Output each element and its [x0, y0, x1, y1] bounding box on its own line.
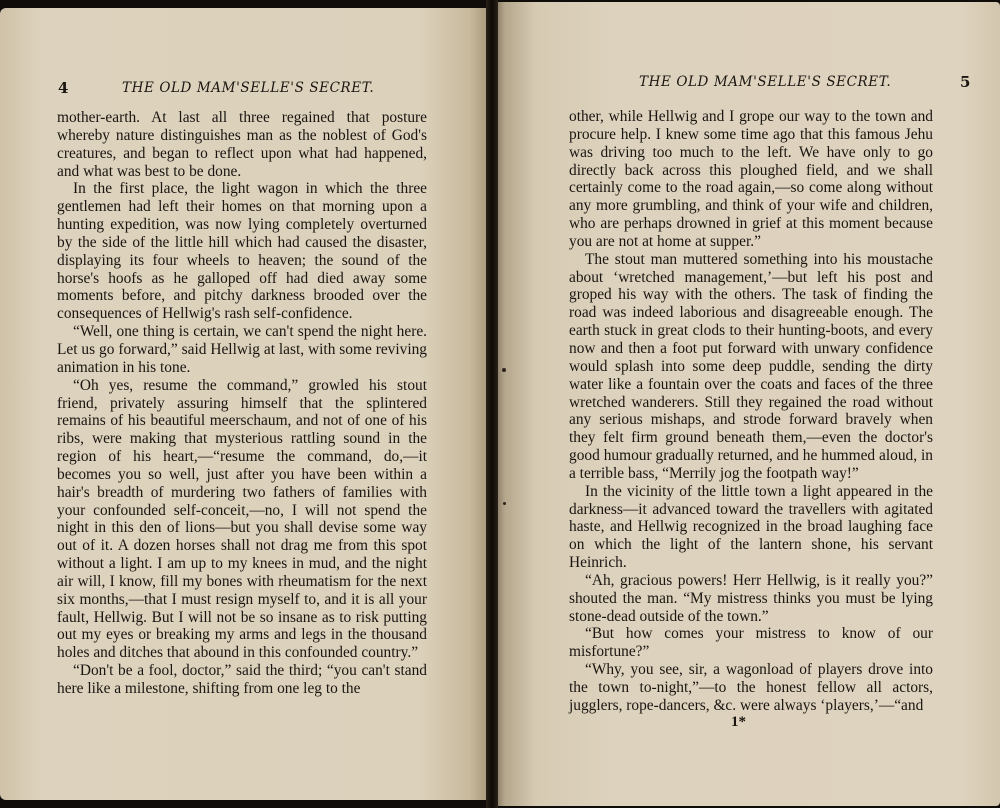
left-running-head [58, 80, 418, 100]
paragraph: “Why, you see, sir, a wagonload of players drove into the town to-night,”—to the honest fellow all actors, jugglers, rope-dancers, &c. were always ‘players,’—“and [569, 661, 933, 714]
left-body-text [57, 109, 427, 698]
paragraph: mother-earth. At last all three regained that posture whereby nature distinguishes man as the noblest of God's creatures, and began to reflect upon what had happened, and what was best to be done. [57, 109, 427, 180]
paragraph: “Oh yes, resume the command,” growled his stout friend, privately assuring himself that the splintered remains of his beautiful meerschaum, and not of one of his ribs, were making that mysterious rattling sound in the region of his heart,—“resume the command, do,—it becomes you so well, just after you have been within a hair's breadth of murdering two fathers of families with your confounded self-conceit,—no, I will not spend the night in this den of lions—but you shall devise some way out of it. A dozen horses shall not drag me from this spot without a light. I am up to my knees in mud, and the night air will, I know, fill my bones with rheumatism for the next six months,—that I must resign myself to, and it is all your fault, Hellwig. But I will not be so insane as to risk putting out my eyes or breaking my arms and legs in the thousand holes and ditches that abound in this confounded country.” [57, 376, 427, 662]
paragraph: The stout man muttered something into his moustache about ‘wretched management,’—but left his post and groped his way with the others. The task of finding the road was indeed laborious and disagreeable enough. The earth stuck in great clods to their hunting-boots, and every now and then a foot put forward with unwary confidence would splash into some deep puddle, sending the dirty water like a fountain over the coats and faces of the three wretched wanderers. Still they regained the road without any serious mishaps, and strode forward bravely when they felt firm ground beneath them,—even the doctor's good humour gradually returned, and he hummed aloud, in a terrible bass, “Merrily jog the footpath way!” [569, 250, 933, 482]
paragraph: “Well, one thing is certain, we can't spend the night here. Let us go forward,” said Hellwig at last, with some reviving animation in his tone. [57, 323, 427, 376]
right-page [491, 2, 1000, 806]
book-gutter [486, 0, 498, 808]
left-page [0, 8, 493, 800]
paragraph: In the first place, the light wagon in which the three gentlemen had left their homes on that morning upon a hunting expedition, was now lying completely overturned by the side of the little hill which had caused the disaster, displaying its four wheels to heaven; the sound of the horse's hoofs as he galloped off had died away some moments before, and pitchy darkness brooded over the consequences of Hellwig's rash self-confidence. [57, 180, 427, 323]
left-page-number: 4 [58, 79, 70, 97]
paragraph: “Don't be a fool, doctor,” said the third; “you can't stand here like a milestone, shifting from one leg to the [57, 662, 427, 697]
right-page-number: 5 [959, 73, 971, 91]
paragraph: “Ah, gracious powers! Herr Hellwig, is it really you?” shouted the man. “My mistress thinks you must be lying stone-dead outside of the town.” [569, 571, 933, 625]
left-running-title: THE OLD MAM'SELLE'S SECRET. [122, 80, 375, 96]
right-running-head [613, 74, 971, 94]
right-running-title: THE OLD MAM'SELLE'S SECRET. [639, 74, 892, 90]
ink-spot [502, 368, 506, 372]
signature-mark: 1* [731, 714, 746, 730]
paragraph: “But how comes your mistress to know of our misfortune?” [569, 625, 933, 661]
right-body-text [569, 108, 933, 715]
paragraph: other, while Hellwig and I grope our way to the town and procure help. I knew some time ago that this famous Jehu was driving too much to the left. We have only to go directly back across this ploughed field, and we shall certainly come to the road again,—so come along without any more grumbling, and think of your wife and children, who are perhaps drowned in grief at this moment because you are not at home at supper.” [569, 108, 933, 250]
ink-spot [503, 502, 506, 505]
paragraph: In the vicinity of the little town a light appeared in the darkness—it advanced toward the travellers with agitated haste, and Hellwig recognized in the broad laughing face on which the light of the lantern shone, his servant Heinrich. [569, 482, 933, 572]
